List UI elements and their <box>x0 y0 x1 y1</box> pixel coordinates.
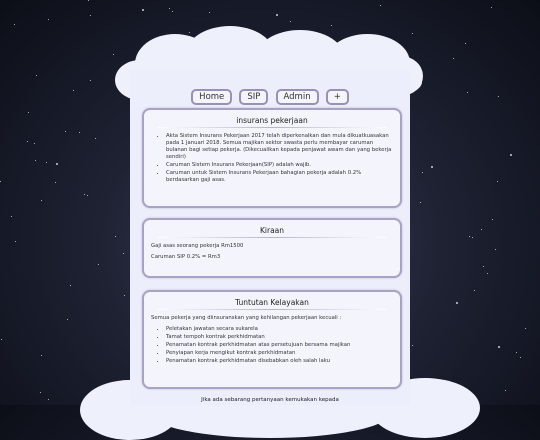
list-item: • Caruman untuk Sistem Insurans Pekerjaan bahagian pekerja adalah 0.2% berdasarkan gaji asas. <box>166 170 400 184</box>
star <box>41 200 42 201</box>
star <box>474 290 475 291</box>
star <box>456 302 458 304</box>
star <box>453 58 454 59</box>
star <box>70 285 71 286</box>
nav-home-button[interactable]: Home <box>191 89 232 105</box>
star <box>412 33 413 34</box>
star <box>123 253 124 254</box>
tuntutan-title: Tuntutan Kelayakan <box>235 298 309 307</box>
insurans-card <box>142 108 402 208</box>
star <box>290 21 291 22</box>
star <box>505 390 506 391</box>
star <box>56 163 58 165</box>
star <box>498 346 500 348</box>
star <box>142 9 144 11</box>
star <box>27 141 28 142</box>
star <box>14 24 15 25</box>
nav-sip-button[interactable]: SIP <box>239 89 268 105</box>
star <box>1 339 2 340</box>
star <box>520 357 521 358</box>
star <box>525 328 526 329</box>
divider <box>158 309 386 310</box>
list-item: • Penamatan kontrak perkhidmatan disebabkan oleh salah laku <box>166 358 400 365</box>
nav-bar <box>0 84 540 105</box>
kiraan-line: Gaji asas seorang pekerja Rm1500 <box>151 243 244 249</box>
nav-admin-button[interactable]: Admin <box>276 89 319 105</box>
star <box>41 355 42 356</box>
star <box>90 15 91 16</box>
star <box>48 19 49 20</box>
star <box>36 75 37 76</box>
star <box>11 216 12 217</box>
star <box>469 236 470 237</box>
star <box>380 5 381 6</box>
star <box>465 43 466 44</box>
star <box>40 392 41 393</box>
list-item: • Penyiapan kerja mengikut kontrak perkhidmatan <box>166 350 400 357</box>
star <box>510 154 512 156</box>
star <box>276 14 278 16</box>
list-item: • Akta Sistem Insurans Pekerjaan 2017 telah diperkenalkan dan mula dikuatkuasakan pada 1 Januari 2018. Semua majikan sektor swasta perlu membayar caruman bulanan bagi setiap pekerja. (Dikecualikan kepada penjawat awam dan yang bekerja sendiri) <box>166 133 400 161</box>
star <box>84 194 85 195</box>
star <box>98 264 99 265</box>
star <box>422 172 423 173</box>
star <box>35 160 36 161</box>
star <box>472 237 473 238</box>
star <box>189 32 190 33</box>
divider <box>158 237 386 238</box>
nav-add-button[interactable]: + <box>326 89 349 105</box>
star <box>65 131 66 132</box>
star <box>113 54 114 55</box>
star <box>79 132 80 133</box>
kiraan-title: Kiraan <box>259 226 285 235</box>
list-item: • Peletakan jawatan secara sukarela <box>166 326 400 333</box>
star <box>34 143 35 144</box>
star <box>491 7 492 8</box>
star <box>431 166 433 168</box>
list-item: • Caruman Sistem Insurans Pekerjaan(SIP) adalah wajib. <box>166 162 400 169</box>
tuntutan-card <box>142 290 402 389</box>
star <box>412 345 413 346</box>
star <box>55 182 56 183</box>
star <box>169 8 170 9</box>
star <box>481 229 482 230</box>
tuntutan-intro: Semua pekerja yang diinsuranskan yang kehilangan pekerjaan kecuali : <box>151 315 342 321</box>
star <box>67 319 68 320</box>
insurans-list <box>144 133 400 184</box>
star <box>497 181 498 182</box>
star <box>487 273 488 274</box>
list-item: • Tamat tempoh kontrak perkhidmatan <box>166 334 400 341</box>
star <box>0 181 1 182</box>
star <box>172 11 173 12</box>
list-item: • Penamatan kontrak perkhidmatan atas persetujuan bersama majikan <box>166 342 400 349</box>
star <box>88 0 89 1</box>
star <box>15 241 16 242</box>
star <box>495 249 496 250</box>
star <box>331 25 332 26</box>
kiraan-card <box>142 218 402 278</box>
star <box>124 295 125 296</box>
insurans-title: insurans pekerjaan <box>236 116 308 125</box>
star <box>516 352 517 353</box>
star <box>483 266 484 267</box>
star <box>90 80 91 81</box>
star <box>209 12 210 13</box>
star <box>46 162 47 163</box>
tuntutan-list <box>144 326 400 365</box>
footer-text: Jika ada sebarang pertanyaan kemukakan kepada <box>201 397 339 403</box>
star <box>28 112 29 113</box>
divider <box>158 127 386 128</box>
star <box>492 219 493 220</box>
star <box>95 138 96 139</box>
star <box>420 202 421 203</box>
star <box>115 236 116 237</box>
star <box>87 195 88 196</box>
kiraan-line: Caruman SIP 0.2% = Rm3 <box>151 254 221 260</box>
